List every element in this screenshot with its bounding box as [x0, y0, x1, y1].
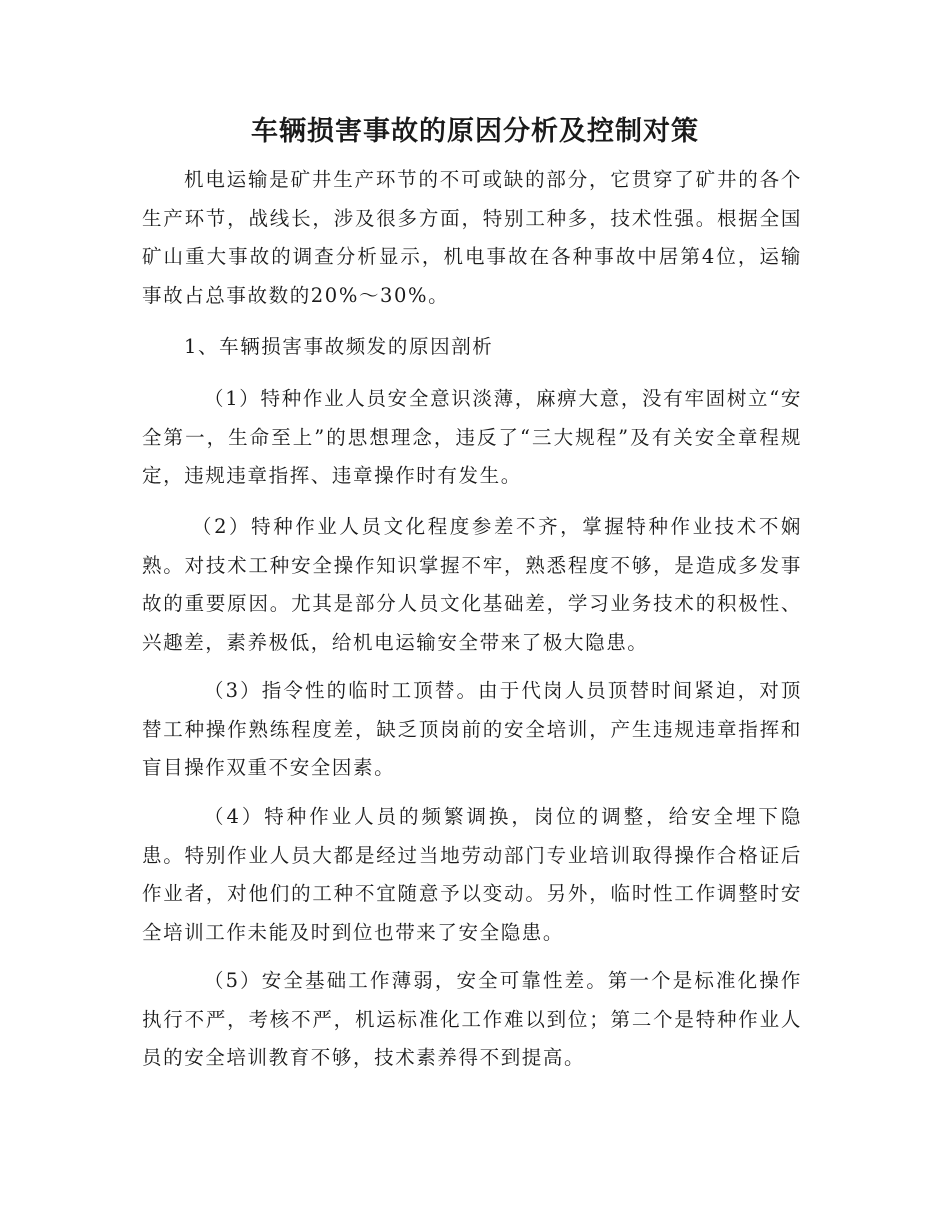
document-title: 车辆损害事故的原因分析及控制对策 — [251, 116, 699, 147]
section-heading: 1、车辆损害事故频发的原因剖析 — [184, 335, 494, 358]
cause-paragraph-4: （4）特种作业人员的频繁调换，岗位的调整，给安全埋下隐患。特别作业人员大都是经过当地劳动部门专业培训取得操作合格证后作业者，对他们的工种不宜随意予以变动。另外，临时性工作调整时安全培训工作未能及时到位也带来了安全隐患。 — [142, 805, 802, 944]
cause-paragraph-2: （2）特种作业人员文化程度参差不齐，掌握特种作业技术不娴熟。对技术工种安全操作知识掌握不牢，熟悉程度不够，是造成多发事故的重要原因。尤其是部分人员文化基础差，学习业务技术的积极性、兴趣差，素养极低，给机电运输安全带来了极大隐患。 — [142, 515, 802, 654]
cause-paragraph-1: （1）特种作业人员安全意识淡薄，麻痹大意，没有牢固树立“安全第一，生命至上”的思想理念，违反了“三大规程”及有关安全章程规定，违规违章指挥、违章操作时有发生。 — [142, 387, 802, 487]
cause-paragraph-5: （5）安全基础工作薄弱，安全可靠性差。第一个是标准化操作执行不严，考核不严，机运标准化工作难以到位；第二个是特种作业人员的安全培训教育不够，技术素养得不到提高。 — [142, 969, 802, 1069]
intro-paragraph: 机电运输是矿井生产环节的不可或缺的部分，它贯穿了矿井的各个生产环节，战线长，涉及很多方面，特别工种多，技术性强。根据全国矿山重大事故的调查分析显示，机电事故在各种事故中居第4位，运输事故占总事故数的20%～30%。 — [142, 168, 802, 307]
cause-paragraph-3: （3）指令性的临时工顶替。由于代岗人员顶替时间紧迫，对顶替工种操作熟练程度差，缺乏顶岗前的安全培训，产生违规违章指挥和盲目操作双重不安全因素。 — [142, 679, 802, 779]
